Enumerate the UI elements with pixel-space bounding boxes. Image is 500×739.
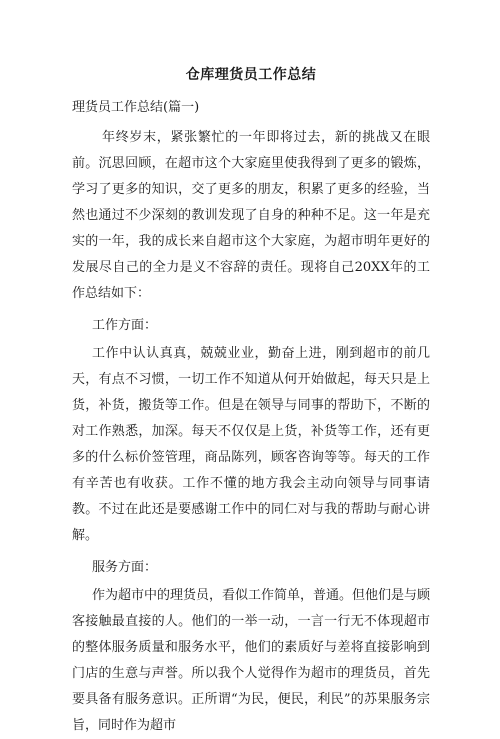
document-title: 仓库理货员工作总结 xyxy=(185,67,317,83)
intro-paragraph: 年终岁末，紧张繁忙的一年即将过去，新的挑战又在眼前。沉思回顾，在超市这个大家庭里使我得到了更多的锻炼，学习了更多的知识，交了更多的朋友，积累了更多的经验，当然也通过不少深刻的教训发现了自身的种种不足。这一年是充实的一年，我的成长来自超市这个大家庭，为超市明年更好的发展尽自己的全力是义不容辞的责任。现将自己20XX年的工作总结如下： xyxy=(72,130,430,301)
document-subtitle: 理货员工作总结(篇一) xyxy=(72,100,200,115)
work-paragraph: 工作中认认真真，兢兢业业，勤奋上进，刚到超市的前几天，有点不习惯，一切工作不知道从何开始做起，每天只是上货，补货，搬货等工作。但是在领导与同事的帮助下，不断的对工作熟悉，加深。每天不仅仅是上货，补货等工作，还有更多的什么标价签管理，商品陈列，顾客咨询等等。每天的工作有辛苦也有收获。工作不懂的地方我会主动向领导与同事请教。不过在此还是要感谢工作中的同仁对与我的帮助与耐心讲解。 xyxy=(72,346,430,543)
section-heading-service: 服务方面： xyxy=(92,560,158,575)
section-heading-work: 工作方面： xyxy=(92,318,158,333)
service-paragraph: 作为超市中的理货员，看似工作简单，普通。但他们是与顾客接触最直接的人。他们的一举一动，一言一行无不体现超市的整体服务质量和服务水平，他们的素质好与差将直接影响到门店的生意与声誉。所以我个人觉得作为超市的理货员，首先要具备有服务意识。正所谓“为民，便民，利民”的苏果服务宗旨，同时作为超市 xyxy=(72,588,431,733)
